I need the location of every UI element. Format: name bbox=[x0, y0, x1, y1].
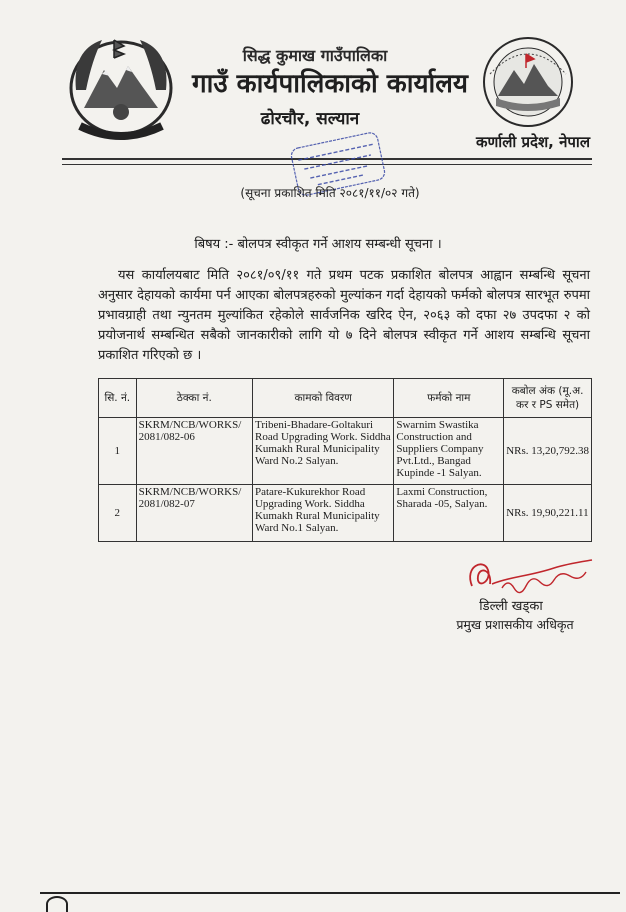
handwritten-signature bbox=[462, 556, 602, 600]
col-header-sn: सि. नं. bbox=[99, 379, 137, 418]
municipality-name: सिद्ध कुमाख गाउँपालिका bbox=[242, 46, 388, 65]
table-row bbox=[99, 485, 592, 542]
cell-contract: SKRM/NCB/WORKS/ 2081/082-06 bbox=[136, 418, 252, 485]
cell-sn: 2 bbox=[99, 485, 137, 542]
table-row bbox=[99, 418, 592, 485]
footer-divider bbox=[40, 892, 620, 894]
notice-subject: बिषय :- बोलपत्र स्वीकृत गर्ने आशय सम्बन्धी सूचना । bbox=[194, 237, 442, 252]
table-header-row bbox=[99, 379, 592, 418]
col-header-firm: फर्मको नाम bbox=[394, 379, 504, 418]
signatory-name: डिल्ली खड्का bbox=[479, 599, 543, 614]
cell-firm: Swarnim Swastika Construction and Suppliers Company Pvt.Ltd., Bangad Kupinde -1 Salyan. bbox=[394, 418, 504, 485]
province-label: कर्णाली प्रदेश, नेपाल bbox=[475, 133, 590, 151]
signatory-title: प्रमुख प्रशासकीय अधिकृत bbox=[456, 617, 574, 632]
cell-amount: NRs. 19,90,221.11 bbox=[504, 485, 592, 542]
col-header-amount: कबोल अंक (मू.अ. कर र PS समेत) bbox=[504, 379, 592, 418]
cell-contract: SKRM/NCB/WORKS/ 2081/082-07 bbox=[136, 485, 252, 542]
notice-publish-date: (सूचना प्रकाशित मिति २०८१/११/०२ गते) bbox=[240, 186, 420, 200]
cell-firm: Laxmi Construction, Sharada -05, Salyan. bbox=[394, 485, 504, 542]
bid-table bbox=[98, 378, 592, 542]
col-header-description: कामको विवरण bbox=[252, 379, 393, 418]
cell-description: Tribeni-Bhadare-Goltakuri Road Upgrading Work. Siddha Kumakh Rural Municipality Ward No.2 Salyan. bbox=[252, 418, 393, 485]
col-header-contract: ठेक्का नं. bbox=[136, 379, 252, 418]
office-title: गाउँ कार्यपालिकाको कार्यालय bbox=[192, 69, 468, 99]
cell-amount: NRs. 13,20,792.38 bbox=[504, 418, 592, 485]
municipality-logo bbox=[472, 34, 584, 130]
office-location: ढोरचौर, सल्यान bbox=[260, 109, 360, 129]
nepal-emblem-logo bbox=[62, 30, 180, 142]
notice-body: यस कार्यालयबाट मिति २०८१/०९/११ गते प्रथम पटक प्रकाशित बोलपत्र आह्वान सम्बन्धि सूचना अनुसार देहायको कार्यमा पर्न आएका बोलपत्रहरुको मुल्यांकन गर्दा देहायको फर्मको बोलपत्र सारभूत रुपमा प्रभावग्राही तथा न्युनतम मुल्यांकित रहेकोले सार्वजनिक खरिद ऐन, २०६३ को दफा २७ उपदफा २ को प्रयोजनार्थ सम्बन्धित सबैको जानकारीको लागि यो ७ दिने बोलपत्र स्वीकृत गर्ने आशय सम्बन्धि सूचना प्रकाशित गरिएको छ । bbox=[98, 268, 590, 363]
cell-description: Patare-Kukurekhor Road Upgrading Work. Siddha Kumakh Rural Municipality Ward No.1 Salyan. bbox=[252, 485, 393, 542]
cell-sn: 1 bbox=[99, 418, 137, 485]
